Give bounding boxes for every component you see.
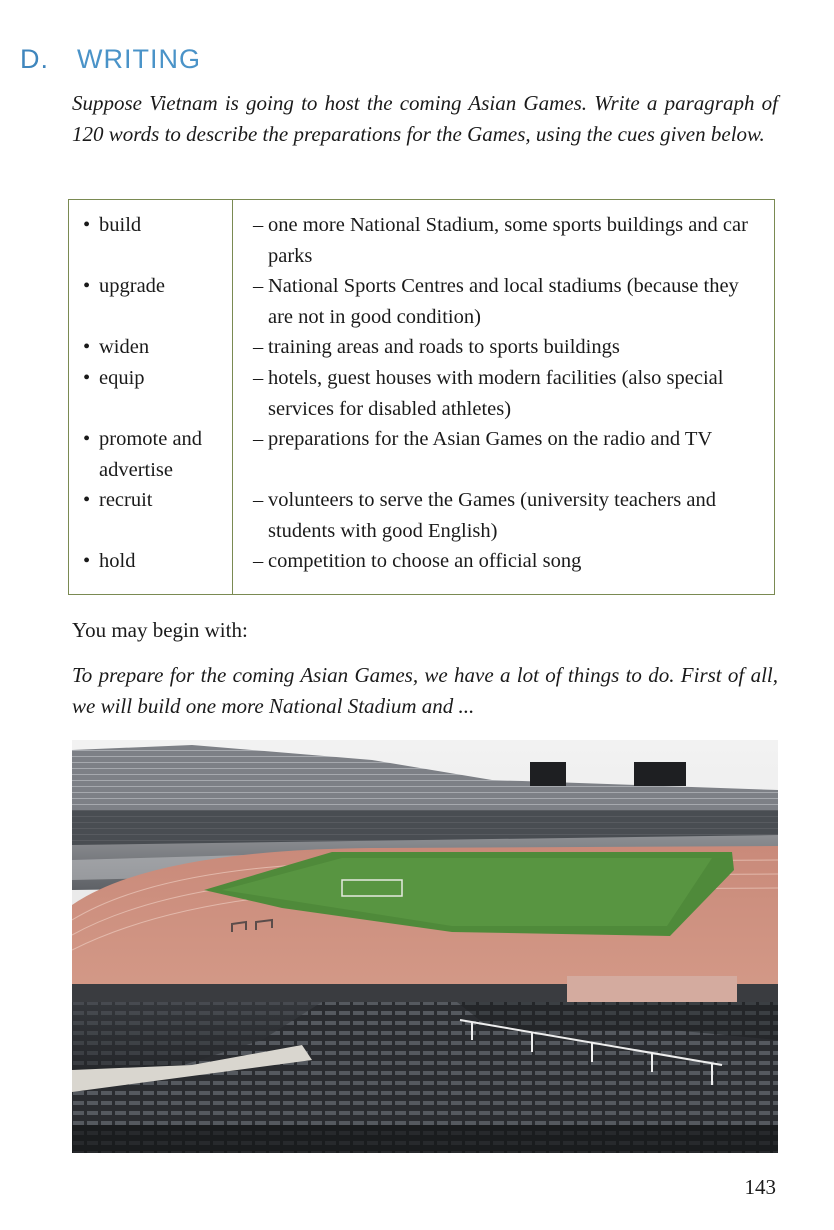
cue-description: – training areas and roads to sports buildings [253,336,620,358]
cue-verb: • hold [83,550,136,572]
section-letter: D. [20,44,49,74]
task-instructions: Suppose Vietnam is going to host the coming Asian Games. Write a paragraph of 120 words to describe the preparations for the Games, using the cues given below. [72,91,778,146]
cue-verb: • build [83,214,142,236]
section-heading [20,44,201,75]
cue-description: – one more National Stadium, some sports buildings and car parks [253,214,748,267]
begin-sample-text: To prepare for the coming Asian Games, we have a lot of things to do. First of all, we will build one more National Stadium and ... [72,663,778,718]
cue-description: – hotels, guest houses with modern facilities (also special services for disabled athletes) [253,367,724,420]
cue-description: – volunteers to serve the Games (university teachers and students with good English) [253,489,716,542]
cue-verb: • promote and advertise [83,428,203,481]
cue-description: – National Sports Centres and local stadiums (because they are not in good condition) [253,275,739,328]
cue-table-divider [232,200,233,594]
section-title: WRITING [77,44,201,74]
stadium-photo [72,740,778,1153]
cue-description: – preparations for the Asian Games on the radio and TV [253,428,713,450]
cue-verb: • widen [83,336,150,358]
cue-verb: • equip [83,367,145,389]
cue-verb: • recruit [83,489,153,511]
page-number: 143 [744,1175,776,1199]
cue-table [68,199,775,595]
cue-verb: • upgrade [83,275,166,297]
cue-description: – competition to choose an official song [253,550,582,572]
begin-label: You may begin with: [72,618,248,642]
